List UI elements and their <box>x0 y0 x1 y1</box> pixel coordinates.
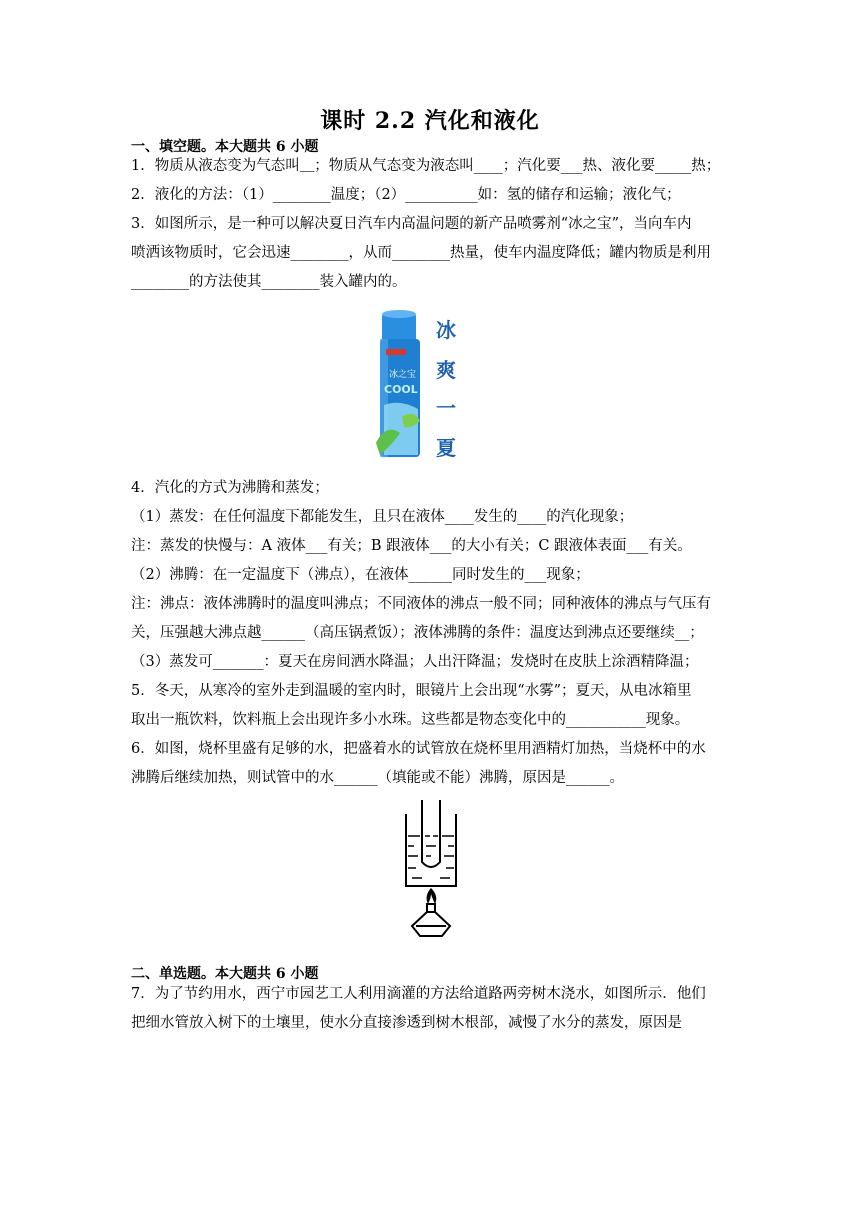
question-4-part-2: （2）沸腾：在一定温度下（沸点），在液体______同时发生的___现象； <box>131 567 590 583</box>
test-tube-outline <box>422 800 440 867</box>
spray-can-label: 冰之宝 <box>389 370 417 380</box>
question-4-note-2-line-2: 关，压强越大沸点越______（高压锅煮饭）；液体沸腾的条件：温度达到沸点还要继续__； <box>131 625 704 641</box>
beaker-experiment-figure <box>398 798 464 938</box>
page-title: 课时 2.2 汽化和液化 <box>320 108 540 134</box>
question-7-line-1: 7．为了节约用水，西宁市园艺工人利用滴灌的方法给道路两旁树木浇水，如图所示．他们 <box>131 986 706 1002</box>
question-4-note-2-line-1: 注：沸点：液体沸腾时的温度叫沸点；不同液体的沸点一般不同；同种液体的沸点与气压有 <box>131 596 711 612</box>
question-6-line-1: 6．如图，烧杯里盛有足够的水，把盛着水的试管放在烧杯里用酒精灯加热，当烧杯中的水 <box>131 741 706 757</box>
question-3-line-3: ________的方法使其________装入罐内的。 <box>131 274 407 290</box>
question-5-line-2: 取出一瓶饮料，饮料瓶上会出现许多小水珠。这些都是物态变化中的___________现象。 <box>131 712 690 728</box>
spray-can-brand: COOL <box>384 383 418 396</box>
question-4-line: 4．汽化的方式为沸腾和蒸发； <box>131 480 329 496</box>
side-char-3: 一 <box>436 396 456 420</box>
section-heading-fill-in: 一、填空题。本大题共 6 小题 <box>131 139 319 155</box>
beaker-diagram <box>398 798 464 938</box>
question-5-line-1: 5．冬天，从寒冷的室外走到温暖的室内时，眼镜片上会出现“水雾”；夏天，从电冰箱里 <box>131 683 692 699</box>
side-char-1: 冰 <box>436 318 456 342</box>
section-heading-single-choice: 二、单选题。本大题共 6 小题 <box>131 966 319 982</box>
side-char-4: 夏 <box>436 436 456 460</box>
question-4-note-1: 注：蒸发的快慢与：A 液体___有关；B 跟液体___的大小有关；C 跟液体表面___有关。 <box>131 538 692 554</box>
side-char-2: 爽 <box>436 358 456 382</box>
question-2-line: 2．液化的方法：（1）________温度；（2）__________如：氢的储存和运输；液化气； <box>131 187 681 203</box>
question-3-line-2: 喷洒该物质时，它会迅速________，从而________热量，使车内温度降低；罐内物质是利用 <box>131 245 711 261</box>
spray-can-image <box>370 305 480 465</box>
question-1-line: 1．物质从液态变为气态叫＿；物质从气态变为液态叫____；汽化要___热、液化要_____热； <box>131 158 721 174</box>
spray-can-figure <box>370 305 480 465</box>
question-6-line-2: 沸腾后继续加热，则试管中的水______（填能或不能）沸腾，原因是______。 <box>131 770 624 786</box>
question-4-part-1: （1）蒸发：在任何温度下都能发生，且只在液体____发生的____的汽化现象； <box>131 509 634 525</box>
beaker-outline <box>406 814 456 886</box>
question-7-line-2: 把细水管放入树下的土壤里，使水分直接渗透到树木根部，减慢了水分的蒸发，原因是 <box>131 1015 682 1031</box>
question-3-line-1: 3．如图所示，是一种可以解决夏日汽车内高温问题的新产品喷雾剂“冰之宝”，当向车内 <box>131 216 692 232</box>
question-4-part-3: （3）蒸发可_______：夏天在房间洒水降温；人出汗降温；发烧时在皮肤上涂酒精降温； <box>131 654 699 670</box>
alcohol-lamp <box>412 904 450 936</box>
